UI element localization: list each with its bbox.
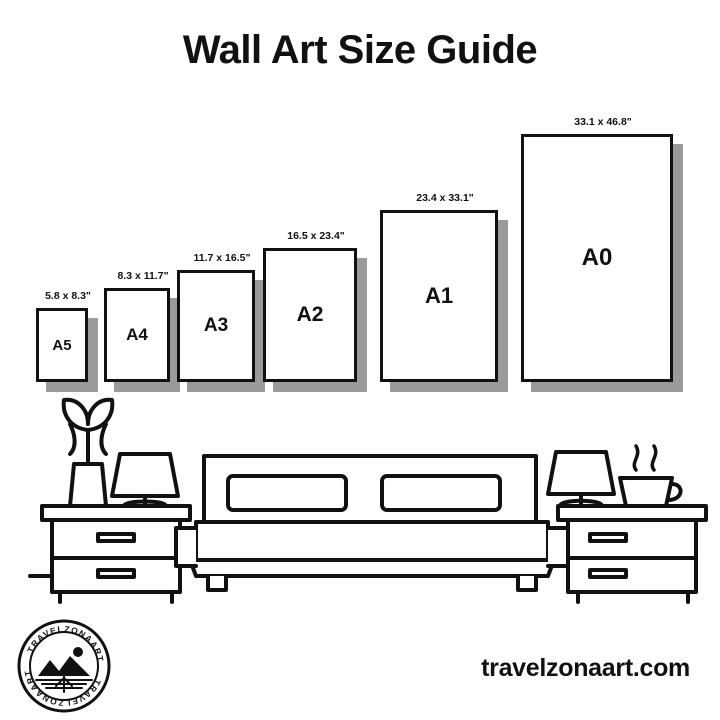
steam-left (634, 446, 637, 470)
bed-leg-left (208, 576, 226, 590)
frame-dimension-label: 5.8 x 8.3" (45, 290, 91, 302)
left-nightstand-handle-1 (98, 534, 134, 541)
bed-mattress (196, 522, 548, 560)
frame-box-a0[interactable] (521, 134, 673, 382)
right-nightstand-drawer-1 (568, 520, 696, 558)
blanket-drape-left (176, 528, 196, 566)
frame-box-a1[interactable] (380, 210, 498, 382)
frame-box-a3[interactable] (177, 270, 255, 382)
frame-a5[interactable] (36, 282, 100, 382)
frame-size-label: A5 (52, 336, 72, 354)
frame-dimension-label: 23.4 x 33.1" (416, 192, 474, 204)
right-nightstand-top (558, 506, 706, 520)
bed-base (190, 560, 554, 576)
right-nightstand-drawer-2 (568, 558, 696, 592)
frame-box-a4[interactable] (104, 288, 170, 382)
plant-stem-right (101, 424, 106, 454)
right-nightstand-handle-2 (590, 570, 626, 577)
left-lamp-shade (112, 454, 178, 496)
frame-dimension-label: 11.7 x 16.5" (193, 252, 251, 264)
vase (70, 464, 106, 506)
pillow-right (382, 476, 500, 510)
blanket-drape-right (548, 528, 568, 566)
frame-size-label: A1 (424, 283, 454, 308)
left-nightstand-top (42, 506, 190, 520)
frame-dimension-label: 8.3 x 11.7" (117, 270, 169, 282)
website-url[interactable]: travelzonaart.com (481, 654, 690, 682)
frame-a3[interactable] (177, 244, 267, 382)
steam-right (652, 446, 655, 470)
plant-leaf-left (64, 400, 88, 430)
bed-leg-right (518, 576, 536, 590)
frame-a4[interactable] (104, 262, 182, 382)
frame-size-label: A0 (581, 244, 613, 271)
frame-size-rack (0, 110, 720, 400)
right-nightstand-handle-1 (590, 534, 626, 541)
plant-leaf-right (88, 400, 112, 430)
logo-text-bottom: TRAVELZONAART (22, 668, 103, 709)
right-lamp-shade (548, 452, 614, 494)
coffee-cup (620, 478, 672, 506)
brand-logo[interactable] (16, 618, 112, 714)
frame-a2[interactable] (263, 222, 369, 382)
pillow-left (228, 476, 346, 510)
logo-badge-icon (16, 618, 112, 714)
bedroom-illustration (0, 380, 720, 605)
frame-a1[interactable] (380, 184, 510, 382)
frame-size-label: A3 (203, 315, 229, 336)
frame-a0[interactable] (521, 108, 685, 382)
frame-size-label: A2 (296, 303, 324, 326)
page-title: Wall Art Size Guide (182, 28, 538, 72)
logo-text-top: TRAVELZONAART (25, 623, 106, 664)
plant-stem-left (70, 424, 75, 454)
frame-dimension-label: 16.5 x 23.4" (287, 230, 345, 242)
left-nightstand-handle-2 (98, 570, 134, 577)
bedroom-scene (0, 380, 720, 605)
footer (0, 610, 720, 720)
frame-size-label: A4 (126, 325, 148, 344)
frame-box-a2[interactable] (263, 248, 357, 382)
frame-dimension-label: 33.1 x 46.8" (574, 116, 632, 128)
frame-box-a5[interactable] (36, 308, 88, 382)
